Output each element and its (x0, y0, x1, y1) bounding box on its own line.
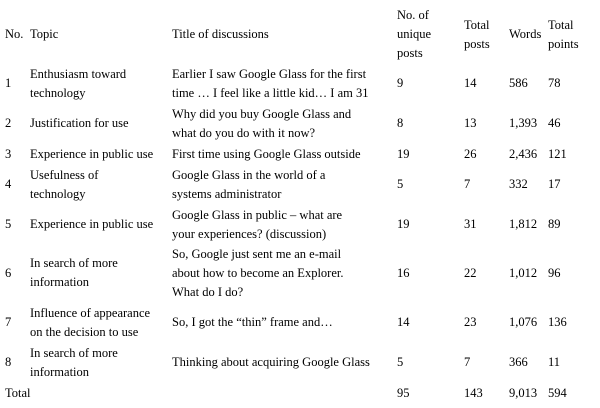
row-total-posts: 7 (464, 355, 471, 369)
header-no: No. (5, 27, 24, 41)
row-topic: technology (30, 86, 86, 100)
row-title: what do you do with it now? (172, 126, 316, 140)
row-topic: Usefulness of (30, 168, 99, 182)
row-unique-posts: 5 (397, 355, 404, 369)
row-no: 1 (5, 76, 12, 90)
header-unique-posts-3: posts (397, 46, 423, 60)
row-no: 4 (5, 177, 12, 191)
row-title: Google Glass in the world of a (172, 168, 326, 182)
row-no: 2 (5, 116, 12, 130)
row-no: 5 (5, 217, 12, 231)
row-topic: information (30, 275, 90, 289)
row-topic: In search of more (30, 256, 118, 270)
row-unique-posts: 14 (397, 315, 410, 329)
row-total-posts: 26 (464, 147, 477, 161)
row-title: systems administrator (172, 187, 282, 201)
row-words: 1,012 (509, 266, 538, 280)
row-topic: Influence of appearance (30, 306, 151, 320)
row-total-posts: 14 (464, 76, 477, 90)
header-title: Title of discussions (172, 27, 269, 41)
row-words: 332 (509, 177, 528, 191)
total-unique-posts: 95 (397, 386, 410, 400)
header-words: Words (509, 27, 542, 41)
row-topic: information (30, 365, 90, 379)
row-title: Google Glass in public – what are (172, 208, 343, 222)
header-unique-posts-1: No. of (397, 8, 429, 22)
header-total-posts-1: Total (464, 18, 490, 32)
row-total-posts: 22 (464, 266, 477, 280)
row-unique-posts: 8 (397, 116, 404, 130)
row-total-posts: 7 (464, 177, 471, 191)
row-no: 7 (5, 315, 12, 329)
row-words: 1,076 (509, 315, 538, 329)
row-title: time … I feel like a little kid… I am 31 (172, 86, 369, 100)
row-no: 8 (5, 355, 12, 369)
total-points: 594 (548, 386, 567, 400)
row-words: 1,393 (509, 116, 538, 130)
row-title: So, I got the “thin” frame and… (172, 315, 333, 329)
row-title: First time using Google Glass outside (172, 147, 361, 161)
row-unique-posts: 16 (397, 266, 410, 280)
header-total-posts-2: posts (464, 37, 490, 51)
row-points: 89 (548, 217, 561, 231)
row-unique-posts: 9 (397, 76, 404, 90)
row-title: Earlier I saw Google Glass for the first (172, 67, 367, 81)
row-total-posts: 23 (464, 315, 477, 329)
row-title: Thinking about acquiring Google Glass (172, 355, 370, 369)
row-points: 136 (548, 315, 567, 329)
row-topic: In search of more (30, 346, 118, 360)
row-unique-posts: 19 (397, 147, 410, 161)
row-topic: Experience in public use (30, 217, 154, 231)
row-title: What do I do? (172, 285, 244, 299)
row-points: 46 (548, 116, 561, 130)
row-title: your experiences? (discussion) (172, 227, 327, 241)
row-topic: Enthusiasm toward (30, 67, 127, 81)
row-unique-posts: 19 (397, 217, 410, 231)
row-words: 366 (509, 355, 528, 369)
row-topic: on the decision to use (30, 325, 139, 339)
row-words: 586 (509, 76, 528, 90)
row-points: 11 (548, 355, 561, 369)
row-total-posts: 13 (464, 116, 477, 130)
header-unique-posts-2: unique (397, 27, 432, 41)
row-topic: Experience in public use (30, 147, 154, 161)
row-title: So, Google just sent me an e-mail (172, 247, 342, 261)
row-topic: Justification for use (30, 116, 129, 130)
total-posts: 143 (464, 386, 483, 400)
row-title: about how to become an Explorer. (172, 266, 344, 280)
row-total-posts: 31 (464, 217, 477, 231)
row-points: 78 (548, 76, 561, 90)
header-total-points-2: points (548, 37, 579, 51)
row-title: Why did you buy Google Glass and (172, 107, 352, 121)
row-points: 96 (548, 266, 561, 280)
row-unique-posts: 5 (397, 177, 404, 191)
header-total-points-1: Total (548, 18, 574, 32)
row-points: 17 (548, 177, 561, 191)
row-words: 2,436 (509, 147, 538, 161)
total-label: Total (5, 386, 31, 400)
row-points: 121 (548, 147, 567, 161)
row-words: 1,812 (509, 217, 538, 231)
row-no: 3 (5, 147, 12, 161)
row-topic: technology (30, 187, 86, 201)
total-words: 9,013 (509, 386, 538, 400)
header-topic: Topic (30, 27, 59, 41)
row-no: 6 (5, 266, 12, 280)
